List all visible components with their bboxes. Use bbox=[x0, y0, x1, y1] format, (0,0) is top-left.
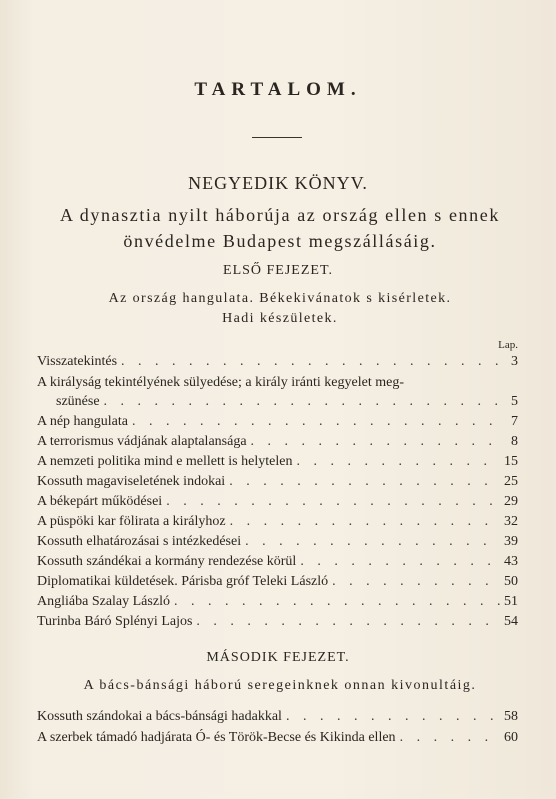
toc-entry-page: 60 bbox=[504, 730, 518, 745]
leader-dots bbox=[104, 394, 500, 410]
toc-entry-title: A nép hangulata bbox=[37, 414, 128, 429]
toc-entry[interactable] bbox=[37, 434, 518, 453]
toc-entry-title: Visszatekintés bbox=[37, 354, 118, 369]
toc-entry-page: 32 bbox=[504, 514, 518, 529]
toc-entry[interactable] bbox=[37, 709, 518, 728]
toc-entry[interactable] bbox=[37, 514, 518, 533]
book-subtitle-line-2: önvédelme Budapest megszállásáig. bbox=[123, 231, 437, 251]
chapter-1-title: ELSŐ FEJEZET. bbox=[223, 263, 333, 278]
leader-dots bbox=[251, 434, 500, 450]
leader-dots bbox=[166, 494, 500, 510]
toc-entry-page: 43 bbox=[504, 554, 518, 569]
toc-entry-page: 25 bbox=[504, 474, 518, 489]
toc-entry[interactable] bbox=[37, 730, 518, 749]
toc-entry-title: A békepárt működései bbox=[37, 494, 163, 509]
toc-entry-title: Kossuth magaviseletének indokai bbox=[37, 474, 226, 489]
toc-entry-page: 54 bbox=[504, 614, 518, 629]
chapter-1-subtitle-line-1: Az ország hangulata. Békekivánatok s kisérletek. bbox=[108, 291, 452, 306]
toc-entry-title: Angliába Szalay László bbox=[37, 594, 170, 609]
page-title: TARTALOM. bbox=[194, 79, 362, 100]
leader-dots bbox=[332, 574, 500, 590]
toc-entry-page: 5 bbox=[511, 394, 518, 409]
toc-entry-page: 15 bbox=[504, 454, 518, 469]
leader-dots bbox=[300, 554, 500, 570]
page-column-label: Lap. bbox=[498, 339, 518, 351]
book-subtitle-line-1: A dynasztia nyilt háborúja az ország ellen s ennek bbox=[60, 205, 500, 225]
toc-entry-title: Kossuth szándékai a kormány rendezése körül bbox=[37, 554, 297, 569]
chapter-2-title: MÁSODIK FEJEZET. bbox=[206, 650, 350, 665]
leader-dots bbox=[174, 594, 500, 610]
toc-entry-title: Diplomatikai küldetések. Párisba gróf Teleki László bbox=[37, 574, 329, 589]
book-title: NEGYEDIK KÖNYV. bbox=[188, 173, 368, 193]
toc-entry[interactable] bbox=[37, 414, 518, 433]
toc-entry-page: 39 bbox=[504, 534, 518, 549]
toc-entry[interactable] bbox=[37, 554, 518, 573]
toc-entry-title: A nemzeti politika mind e mellett is helytelen bbox=[37, 454, 293, 469]
toc-entry[interactable] bbox=[37, 534, 518, 553]
toc-entry[interactable] bbox=[56, 394, 518, 413]
toc-entry[interactable] bbox=[37, 614, 518, 633]
toc-entry[interactable] bbox=[37, 454, 518, 473]
leader-dots bbox=[196, 614, 500, 630]
toc-entry-page: 51 bbox=[504, 594, 518, 609]
toc-entry[interactable] bbox=[37, 474, 518, 493]
toc-entry-title: Turinba Báró Splényi Lajos bbox=[37, 614, 193, 629]
toc-entry[interactable] bbox=[37, 354, 518, 373]
chapter-1-subtitle-line-2: Hadi készületek. bbox=[222, 311, 338, 326]
toc-entry-title-continued: szünése bbox=[56, 394, 100, 409]
title-divider bbox=[252, 137, 302, 138]
leader-dots bbox=[229, 474, 500, 490]
leader-dots bbox=[230, 514, 500, 530]
toc-entry-page: 29 bbox=[504, 494, 518, 509]
chapter-2-subtitle: A bács-bánsági háború seregeinknek onnan kivonultáig. bbox=[83, 678, 477, 693]
toc-entry[interactable] bbox=[37, 494, 518, 513]
toc-entry-title: Kossuth elhatározásai s intézkedései bbox=[37, 534, 242, 549]
toc-entry-page: 3 bbox=[511, 354, 518, 369]
leader-dots bbox=[245, 534, 500, 550]
toc-entry-title: A püspöki kar fölirata a királyhoz bbox=[37, 514, 226, 529]
toc-entry-title: A szerbek támadó hadjárata Ó- és Török-Becse és Kikinda ellen bbox=[37, 730, 396, 745]
toc-entry-page: 7 bbox=[511, 414, 518, 429]
leader-dots bbox=[121, 354, 500, 370]
toc-entry[interactable] bbox=[37, 574, 518, 593]
toc-entry-title[interactable]: A királyság tekintélyének sülyedése; a király iránti kegyelet meg- bbox=[37, 375, 404, 390]
toc-entry[interactable] bbox=[37, 594, 518, 613]
leader-dots bbox=[400, 730, 500, 746]
toc-entry-title: Kossuth szándokai a bács-bánsági hadakkal bbox=[37, 709, 282, 724]
toc-entry-page: 50 bbox=[504, 574, 518, 589]
leader-dots bbox=[132, 414, 500, 430]
leader-dots bbox=[286, 709, 500, 725]
leader-dots bbox=[296, 454, 500, 470]
toc-entry-page: 8 bbox=[511, 434, 518, 449]
toc-entry-page: 58 bbox=[504, 709, 518, 724]
toc-entry-title: A terrorismus vádjának alaptalansága bbox=[37, 434, 247, 449]
